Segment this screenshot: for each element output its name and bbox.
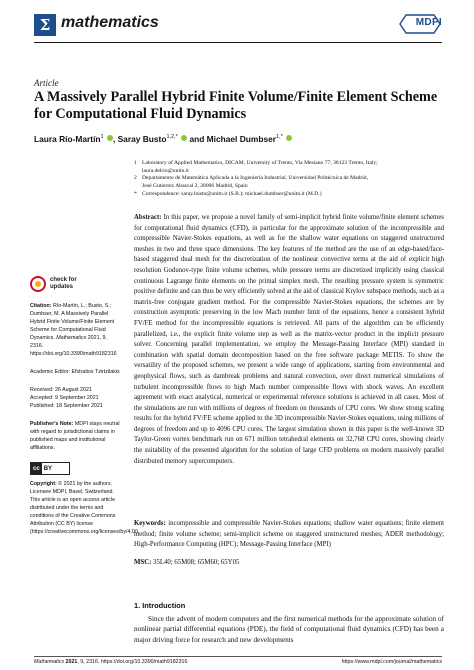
journal-logo-icon: Σ bbox=[34, 14, 56, 36]
cc-by-mark: BY bbox=[43, 465, 53, 472]
citation-journal: Mathematics bbox=[56, 335, 87, 341]
updates-icon bbox=[30, 276, 46, 292]
copyright-text: © 2021 by the authors. Licensee MDPI, Basel, Switzerland. This article is an open access article distributed under the terms and conditions of the Creative Commons Attribution (CC BY) license (https://creativecommons.org/licenses/by/4.0/). bbox=[30, 481, 140, 535]
affiliation-item bbox=[134, 175, 444, 190]
cc-mark: cc bbox=[31, 463, 42, 474]
copyright-block bbox=[30, 480, 140, 536]
affiliation-item bbox=[134, 191, 444, 199]
affiliation-line: Departamento de Matemática Aplicada a la Ingeniería Industrial, Universidad Politécnica de Madrid, bbox=[142, 175, 368, 182]
sidebar bbox=[30, 276, 140, 546]
article-title: A Massively Parallel Hybrid Finite Volume/Finite Element Scheme for Computational Fluid Dynamics bbox=[34, 89, 438, 122]
footer-divider bbox=[34, 656, 442, 657]
copyright-label: Copyright: bbox=[30, 481, 57, 487]
citation-label: Citation: bbox=[30, 303, 52, 309]
author-name: Saray Busto bbox=[117, 134, 167, 144]
footer-doi[interactable]: , 9, 2316. https://doi.org/10.3390/math9182316 bbox=[77, 659, 188, 665]
updates-label: updates bbox=[50, 284, 74, 290]
author-affiliation-mark: 1 bbox=[100, 134, 104, 141]
footer-year: 2021 bbox=[65, 659, 78, 665]
affiliation-item bbox=[134, 160, 444, 175]
affiliation-number: 1 bbox=[134, 160, 137, 166]
citation-text: Río-Martín, L.; Busto, S.; Dumbser, M. A Massively Parallel Hybrid Finite Volume/Finite Element Scheme for Computational Fluid Dynamics. bbox=[30, 303, 115, 341]
publisher-note bbox=[30, 420, 120, 452]
footer-citation bbox=[34, 659, 187, 665]
publisher-note-label: Publisher's Note: bbox=[30, 421, 74, 427]
author-affiliation-mark: 1,* bbox=[276, 134, 283, 141]
author-name: and Michael Dumbser bbox=[189, 134, 277, 144]
affiliations bbox=[134, 160, 444, 199]
updates-label: check for bbox=[50, 277, 77, 283]
check-for-updates-button[interactable] bbox=[30, 276, 120, 292]
citation-doi[interactable]: 2021, 9, 2316. https://doi.org/10.3390/math9182316 bbox=[30, 335, 117, 357]
msc-text: 35L40; 65M08; 65M60; 65Y05 bbox=[153, 559, 240, 566]
author-list: Laura Río-Martín$^1$ , Saray Busto$^{1,2,*}$ and Michael Dumbser$^{1,*}$ bbox=[34, 134, 292, 144]
orcid-icon[interactable] bbox=[286, 135, 292, 141]
affiliation-line: José Gutierrez Abascal 2, 28006 Madrid, Spain bbox=[142, 183, 248, 190]
editor-block bbox=[30, 368, 120, 376]
article-type: Article bbox=[34, 78, 59, 88]
intro-paragraph: Since the advent of modern computers and the first numerical methods for the approximate solution of nonlinear partial differential equations (PDE), the field of computational fluid dynamics (CFD) has been a major driving force for research and new developments bbox=[134, 615, 444, 644]
publisher-note-text: MDPI stays neutral with regard to jurisdictional claims in published maps and institutional affiliations. bbox=[30, 421, 120, 451]
affiliation-line: laura.delrio@unitn.it bbox=[142, 167, 189, 174]
footer-journal-url[interactable]: https://www.mdpi.com/journal/mathematics bbox=[341, 659, 442, 665]
orcid-icon[interactable] bbox=[107, 135, 113, 141]
author-affiliation-mark: 1,2,* bbox=[166, 134, 178, 141]
affiliation-line: Laboratory of Applied Mathematics, DICAM, University of Trento, Via Mesiano 77, 38123 Trento, Italy; bbox=[142, 160, 378, 166]
abstract-text: In this paper, we propose a novel family of semi-implicit hybrid finite volume/finite element schemes for computational fluid dynamics (CFD), in particular for the approximate solution of the incompressible and compressible Navier-Stokes equations, as well as for the shallow water equations on staggered unstructured meshes in two and three space dimensions. The key features of the method are the use of an edge-based/face-based staggered dual mesh for the discretization of the nonlinear convective terms at the aid of explicit high resolution Godunov-type finite volume schemes, while pressure terms are discretized implicitly using classical continuous Lagrange finite elements on the primal simplex mesh. The resulting pressure system is symmetric positive definite and can thus be very efficiently solved at the aid of classical Krylov subspace methods, such as a matrix-free conjugate gradient method. For the compressible Navier-Stokes equations, the schemes are by construction asymptotic preserving in the low Mach number limit of the equations, hence a consistent hybrid FV/FE method for the incompressible equations is retrieved. All parts of the algorithm can be efficiently parallelized, i.e., the explicit finite volume step as well as the matrix-vector product in the implicit pressure solver. Concerning parallel implementation, we employ the Message-Passing Interface (MPI) standard in combination with spatial domain decomposition based on the free software package METIS. To show the versatility of the proposed schemes, we present a wide range of applications, starting from environmental and geophysical flows, such as dambreak problems and natural convection, over direct numerical simulations of turbulent incompressible flows to high Mach number compressible flows with shock waves. An excellent agreement with exact analytical, numerical or experimental reference solutions is achieved in all cases. Most of the simulations are run with millions of degrees of freedom on thousands of CPU cores. We show strong scaling results for the hybrid FV/FE scheme applied to the 3D incompressible Navier-Stokes equations, using millions of degrees of freedom and up to 4096 CPU cores. The largest simulation shown in this paper is the well-known 3D Taylor-Green vortex benchmark run on 671 million tetrahedral elements on 32,768 CPU cores, showing clearly the suitability of the presented algorithm for the solution of large CFD problems on modern massively parallel distributed memory supercomputers. bbox=[134, 214, 444, 465]
cc-license-icon[interactable] bbox=[30, 462, 70, 475]
affiliation-number: * bbox=[134, 190, 137, 197]
journal-name: mathematics bbox=[61, 14, 159, 31]
affiliation-line: Correspondence: saray.busto@unitn.it (S.B.); michael.dumbser@unitn.it (M.D.) bbox=[142, 190, 322, 197]
accepted-date: Accepted: 9 September 2021 bbox=[30, 395, 99, 401]
orcid-icon[interactable] bbox=[181, 135, 187, 141]
header-divider bbox=[34, 42, 442, 43]
abstract-label: Abstract: bbox=[134, 214, 162, 221]
dates-block bbox=[30, 386, 120, 410]
published-date: Published: 18 September 2021 bbox=[30, 403, 103, 409]
citation-block bbox=[30, 302, 120, 358]
page-footer bbox=[34, 659, 442, 665]
affiliation-number: 2 bbox=[134, 175, 137, 182]
abstract bbox=[134, 213, 444, 467]
keywords bbox=[134, 519, 444, 551]
author-name: Laura Río-Martín bbox=[34, 134, 101, 144]
keywords-text: incompressible and compressible Navier-Stokes equations; shallow water equations; finite element method; finite volume scheme; semi-implicit scheme on staggered unstructured meshes; ADER methodology; High-Performance Computing (HPC); Message-Passing Interface (MPI) bbox=[134, 520, 444, 549]
keywords-label: Keywords: bbox=[134, 520, 166, 527]
academic-editor: Academic Editor: Efstratios Tzirtzilakis bbox=[30, 369, 120, 375]
footer-journal: Mathematics bbox=[34, 659, 65, 665]
publisher-name: MDPI bbox=[415, 17, 442, 28]
section-heading: 1. Introduction bbox=[134, 601, 186, 610]
received-date: Received: 26 August 2021 bbox=[30, 387, 92, 393]
msc-label: MSC: bbox=[134, 559, 152, 566]
msc-codes bbox=[134, 558, 444, 569]
